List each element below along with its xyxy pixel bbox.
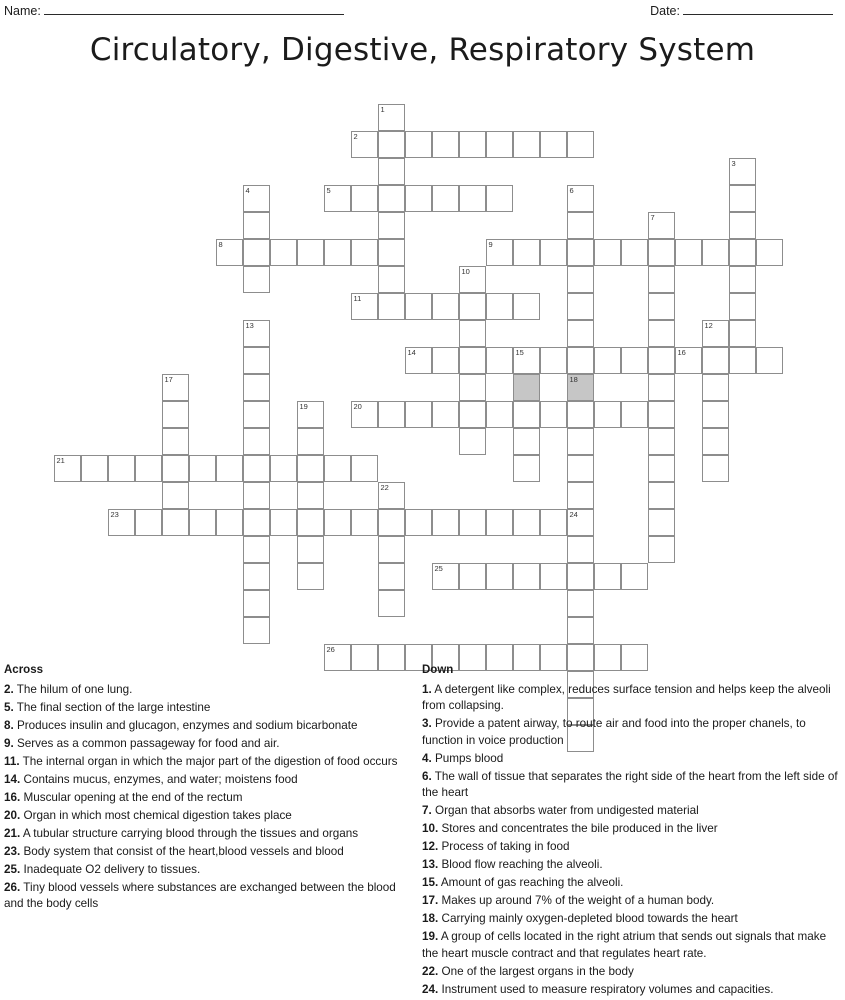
crossword-cell[interactable] — [648, 347, 675, 374]
crossword-cell[interactable] — [540, 347, 567, 374]
down-clue-item — [422, 839, 838, 856]
crossword-cell[interactable] — [567, 293, 594, 320]
crossword-cell[interactable] — [243, 617, 270, 644]
crossword-cell[interactable] — [648, 293, 675, 320]
crossword-cell[interactable] — [162, 509, 189, 536]
across-clue-item — [4, 862, 416, 879]
crossword-cell[interactable] — [540, 131, 567, 158]
crossword-cell[interactable] — [351, 131, 378, 158]
crossword-cell[interactable] — [567, 266, 594, 293]
crossword-cell[interactable] — [243, 401, 270, 428]
crossword-cell[interactable] — [405, 401, 432, 428]
crossword-cell[interactable] — [567, 617, 594, 644]
crossword-cell[interactable] — [243, 347, 270, 374]
across-clue-item — [4, 736, 416, 753]
crossword-cell[interactable] — [594, 563, 621, 590]
crossword-cell[interactable] — [594, 347, 621, 374]
crossword-cell[interactable] — [567, 401, 594, 428]
crossword-cell[interactable] — [216, 455, 243, 482]
clue-text: Organ in which most chemical digestion takes place — [20, 808, 292, 822]
down-clue-list — [422, 682, 838, 999]
crossword-cell[interactable] — [378, 509, 405, 536]
across-clue-item — [4, 826, 416, 843]
crossword-cell[interactable] — [270, 239, 297, 266]
crossword-cell[interactable] — [405, 509, 432, 536]
crossword-cell[interactable] — [567, 455, 594, 482]
crossword-cell[interactable] — [648, 428, 675, 455]
crossword-cell[interactable] — [675, 347, 702, 374]
crossword-cell[interactable] — [648, 239, 675, 266]
crossword-cell[interactable] — [729, 158, 756, 185]
crossword-cell[interactable] — [594, 401, 621, 428]
cell-number: 2 — [353, 132, 358, 141]
cell-number: 4 — [245, 186, 250, 195]
clue-text: A tubular structure carrying blood through the tissues and organs — [20, 826, 359, 840]
crossword-cell[interactable] — [540, 509, 567, 536]
cell-number: 25 — [434, 564, 443, 573]
crossword-cell[interactable] — [351, 401, 378, 428]
crossword-cell[interactable] — [567, 563, 594, 590]
across-clue-item — [4, 718, 416, 735]
crossword-cell[interactable] — [243, 212, 270, 239]
clue-number: 7. — [422, 804, 432, 817]
cell-number: 19 — [299, 402, 308, 411]
clue-text: Serves as a common passageway for food and air. — [13, 736, 280, 750]
down-clue-item — [422, 821, 838, 838]
clue-text: One of the largest organs in the body — [438, 964, 634, 978]
crossword-cell[interactable] — [297, 509, 324, 536]
crossword-cell[interactable] — [486, 293, 513, 320]
cell-number: 18 — [569, 375, 578, 384]
crossword-cell[interactable] — [513, 509, 540, 536]
down-clues-column — [422, 662, 844, 1000]
crossword-cell[interactable] — [486, 131, 513, 158]
clue-number: 10. — [422, 822, 439, 835]
crossword-cell[interactable] — [513, 374, 540, 401]
crossword-cell[interactable] — [567, 590, 594, 617]
down-clue-item — [422, 982, 838, 999]
crossword-cell[interactable] — [459, 131, 486, 158]
crossword-cell[interactable] — [567, 347, 594, 374]
clue-text: The internal organ in which the major part of the digestion of food occurs — [19, 754, 398, 768]
cell-number: 3 — [731, 159, 736, 168]
cell-number: 14 — [407, 348, 416, 357]
crossword-cell[interactable] — [648, 455, 675, 482]
crossword-cell[interactable] — [351, 455, 378, 482]
clue-number: 3. — [422, 717, 432, 730]
crossword-cell[interactable] — [729, 185, 756, 212]
crossword-cell[interactable] — [702, 374, 729, 401]
down-clue-item — [422, 893, 838, 910]
crossword-cell[interactable] — [459, 266, 486, 293]
crossword-cell[interactable] — [486, 185, 513, 212]
crossword-cell[interactable] — [648, 266, 675, 293]
clue-number: 21. — [4, 826, 21, 840]
crossword-cell[interactable] — [378, 212, 405, 239]
cell-number: 1 — [380, 105, 385, 114]
crossword-cell[interactable] — [702, 455, 729, 482]
date-write-line[interactable] — [683, 4, 833, 15]
crossword-cell[interactable] — [702, 347, 729, 374]
clue-text: Amount of gas reaching the alveoli. — [438, 876, 624, 889]
crossword-cell[interactable] — [432, 293, 459, 320]
cell-number: 22 — [380, 483, 389, 492]
clue-number: 19. — [422, 930, 439, 943]
name-label: Name: — [4, 4, 41, 18]
crossword-cell[interactable] — [567, 320, 594, 347]
clue-number: 23. — [4, 844, 21, 858]
clue-number: 24. — [422, 982, 439, 996]
crossword-cell[interactable] — [351, 239, 378, 266]
crossword-cell[interactable] — [648, 509, 675, 536]
clue-text: Carrying mainly oxygen-depleted blood towards the heart — [438, 912, 738, 925]
clue-text: Process of taking in food — [438, 840, 570, 853]
clue-number: 22. — [422, 964, 439, 978]
crossword-cell[interactable] — [567, 185, 594, 212]
clue-number: 26. — [4, 880, 21, 894]
crossword-cell[interactable] — [162, 428, 189, 455]
crossword-cell[interactable] — [270, 455, 297, 482]
crossword-cell[interactable] — [351, 509, 378, 536]
down-clue-item — [422, 769, 838, 802]
crossword-cell[interactable] — [216, 239, 243, 266]
clue-number: 13. — [422, 858, 439, 871]
down-clue-item — [422, 751, 838, 768]
clue-text: The hilum of one lung. — [13, 682, 133, 696]
crossword-cell[interactable] — [459, 428, 486, 455]
clue-text: A group of cells located in the right atrium that sends out signals that make the heart muscle contract and that regulates heart rate. — [422, 930, 827, 960]
cell-number: 13 — [245, 321, 254, 330]
crossword-cell[interactable] — [432, 185, 459, 212]
crossword-cell[interactable] — [405, 293, 432, 320]
crossword-cell[interactable] — [432, 347, 459, 374]
crossword-cell[interactable] — [243, 482, 270, 509]
clue-number: 11. — [4, 754, 20, 768]
crossword-cell[interactable] — [729, 212, 756, 239]
crossword-cell[interactable] — [297, 536, 324, 563]
crossword-cell[interactable] — [594, 239, 621, 266]
crossword-cell[interactable] — [621, 563, 648, 590]
crossword-cell[interactable] — [459, 347, 486, 374]
clue-number: 1. — [422, 682, 432, 696]
clue-number: 20. — [4, 808, 21, 822]
clue-number: 15. — [422, 876, 439, 889]
crossword-cell[interactable] — [729, 320, 756, 347]
clue-text: Makes up around 7% of the weight of a human body. — [438, 894, 715, 907]
clue-number: 8. — [4, 718, 14, 732]
clue-text: Stores and concentrates the bile produced in the liver — [438, 822, 718, 835]
across-clue-item — [4, 754, 416, 771]
clue-number: 25. — [4, 862, 21, 876]
crossword-cell[interactable] — [216, 509, 243, 536]
clue-number: 18. — [422, 912, 439, 925]
down-heading: Down — [422, 664, 454, 676]
clue-text: Muscular opening at the end of the rectum — [20, 790, 243, 804]
crossword-cell[interactable] — [378, 104, 405, 131]
date-field-group — [650, 4, 837, 18]
crossword-cell[interactable] — [243, 590, 270, 617]
clue-number: 2. — [4, 682, 14, 696]
crossword-cell[interactable] — [621, 239, 648, 266]
crossword-cell[interactable] — [135, 509, 162, 536]
cell-number: 17 — [164, 375, 173, 384]
crossword-cell[interactable] — [513, 428, 540, 455]
crossword-cell[interactable] — [243, 455, 270, 482]
crossword-cell[interactable] — [486, 239, 513, 266]
crossword-cell[interactable] — [756, 239, 783, 266]
down-clue-item — [422, 857, 838, 874]
crossword-cell[interactable] — [297, 563, 324, 590]
across-clue-item — [4, 772, 416, 789]
crossword-cell[interactable] — [648, 320, 675, 347]
clue-text: Blood flow reaching the alveoli. — [438, 858, 603, 871]
crossword-cell[interactable] — [702, 428, 729, 455]
crossword-cell[interactable] — [297, 455, 324, 482]
crossword-cell[interactable] — [513, 401, 540, 428]
crossword-cell[interactable] — [513, 347, 540, 374]
crossword-cell[interactable] — [648, 374, 675, 401]
clue-text: The wall of tissue that separates the right side of the heart from the left side of the heart — [422, 769, 838, 799]
down-clue-item — [422, 929, 838, 962]
across-clue-item — [4, 844, 416, 861]
crossword-cell[interactable] — [108, 455, 135, 482]
down-clue-item — [422, 803, 838, 820]
crossword-cell[interactable] — [567, 509, 594, 536]
crossword-cell[interactable] — [378, 185, 405, 212]
across-heading: Across — [4, 664, 43, 676]
crossword-cell[interactable] — [297, 482, 324, 509]
cell-number: 16 — [677, 348, 686, 357]
crossword-cell[interactable] — [513, 131, 540, 158]
crossword-cell[interactable] — [135, 455, 162, 482]
crossword-cell[interactable] — [189, 509, 216, 536]
crossword-cell[interactable] — [567, 131, 594, 158]
crossword-cell[interactable] — [243, 185, 270, 212]
crossword-cell[interactable] — [729, 347, 756, 374]
clue-text: Tiny blood vessels where substances are exchanged between the blood and the body cells — [4, 880, 396, 910]
across-clues-column — [0, 662, 422, 1000]
clue-number: 16. — [4, 790, 21, 804]
clue-text: Instrument used to measure respiratory volumes and capacities. — [438, 982, 774, 996]
crossword-cell[interactable] — [378, 266, 405, 293]
crossword-cell[interactable] — [54, 455, 81, 482]
down-clue-item — [422, 964, 838, 981]
name-write-line[interactable] — [44, 4, 344, 15]
crossword-cell[interactable] — [108, 509, 135, 536]
crossword-cell[interactable] — [513, 563, 540, 590]
crossword-cell[interactable] — [351, 293, 378, 320]
clue-number: 12. — [422, 840, 439, 853]
cell-number: 12 — [704, 321, 713, 330]
across-clue-item — [4, 808, 416, 825]
crossword-cell[interactable] — [648, 212, 675, 239]
cell-number: 24 — [569, 510, 578, 519]
crossword-cell[interactable] — [378, 482, 405, 509]
crossword-cell[interactable] — [378, 158, 405, 185]
crossword-cell[interactable] — [540, 563, 567, 590]
crossword-cell[interactable] — [405, 131, 432, 158]
crossword-cell[interactable] — [432, 401, 459, 428]
crossword-cell[interactable] — [405, 185, 432, 212]
crossword-cell[interactable] — [324, 509, 351, 536]
crossword-cell[interactable] — [324, 455, 351, 482]
cell-number: 5 — [326, 186, 331, 195]
clue-text: Provide a patent airway, to route air and food into the proper chanels, to function in voice production — [422, 717, 806, 747]
date-label: Date: — [650, 4, 680, 18]
crossword-cell[interactable] — [324, 185, 351, 212]
down-clue-item — [422, 682, 838, 715]
crossword-cell[interactable] — [378, 131, 405, 158]
clue-text: Inadequate O2 delivery to tissues. — [20, 862, 201, 876]
clue-text: Contains mucus, enzymes, and water; moistens food — [20, 772, 298, 786]
crossword-cell[interactable] — [243, 266, 270, 293]
crossword-cell[interactable] — [243, 374, 270, 401]
across-clue-item — [4, 880, 416, 913]
clue-number: 5. — [4, 700, 14, 714]
cell-number: 23 — [110, 510, 119, 519]
page-title: Circulatory, Digestive, Respiratory System — [89, 32, 756, 68]
cell-number: 7 — [650, 213, 655, 222]
clue-text: Pumps blood — [431, 751, 504, 765]
clue-number: 17. — [422, 894, 439, 907]
name-field-group — [4, 4, 344, 18]
crossword-cell[interactable] — [729, 293, 756, 320]
down-clue-item — [422, 875, 838, 892]
crossword-cell[interactable] — [459, 374, 486, 401]
crossword-cell[interactable] — [270, 509, 297, 536]
crossword-cell[interactable] — [378, 590, 405, 617]
crossword-cell[interactable] — [567, 428, 594, 455]
crossword-cell[interactable] — [459, 293, 486, 320]
crossword-cell[interactable] — [702, 239, 729, 266]
crossword-cell[interactable] — [378, 563, 405, 590]
cell-number: 21 — [56, 456, 65, 465]
crossword-cell[interactable] — [162, 374, 189, 401]
clue-number: 4. — [422, 751, 432, 765]
name-date-row — [0, 0, 845, 18]
crossword-cell[interactable] — [729, 266, 756, 293]
crossword-cell[interactable] — [675, 239, 702, 266]
crossword-cell[interactable] — [540, 239, 567, 266]
crossword-cell[interactable] — [648, 536, 675, 563]
crossword-cell[interactable] — [756, 347, 783, 374]
crossword-cell[interactable] — [459, 509, 486, 536]
crossword-cell[interactable] — [243, 563, 270, 590]
clue-text: A detergent like complex, reduces surface tension and helps keep the alveoli from collapsing. — [422, 682, 831, 712]
cell-number: 6 — [569, 186, 574, 195]
clue-text: Produces insulin and glucagon, enzymes and sodium bicarbonate — [13, 718, 358, 732]
crossword-cell[interactable] — [540, 401, 567, 428]
crossword-cell[interactable] — [621, 401, 648, 428]
crossword-cell[interactable] — [459, 320, 486, 347]
crossword-cell[interactable] — [243, 536, 270, 563]
crossword-cell[interactable] — [432, 563, 459, 590]
crossword-cell[interactable] — [567, 212, 594, 239]
crossword-cell[interactable] — [459, 401, 486, 428]
clues-section — [0, 662, 845, 1000]
crossword-cell[interactable] — [459, 563, 486, 590]
crossword-cell[interactable] — [81, 455, 108, 482]
crossword-cell[interactable] — [243, 509, 270, 536]
crossword-cell[interactable] — [432, 509, 459, 536]
clue-text: The final section of the large intestine — [13, 700, 211, 714]
cell-number: 20 — [353, 402, 362, 411]
across-clue-item — [4, 700, 416, 717]
crossword-cell[interactable] — [567, 239, 594, 266]
crossword-cell[interactable] — [486, 347, 513, 374]
cell-number: 26 — [326, 645, 335, 654]
across-clue-item — [4, 790, 416, 807]
crossword-cell[interactable] — [648, 482, 675, 509]
crossword-cell[interactable] — [324, 239, 351, 266]
crossword-cell[interactable] — [405, 347, 432, 374]
crossword-cell[interactable] — [432, 131, 459, 158]
clue-number: 14. — [4, 772, 21, 786]
crossword-cell[interactable] — [378, 401, 405, 428]
crossword-cell[interactable] — [351, 185, 378, 212]
cell-number: 11 — [353, 294, 362, 303]
crossword-cell[interactable] — [459, 185, 486, 212]
down-clue-item — [422, 716, 838, 749]
crossword-grid[interactable] — [0, 104, 845, 652]
clue-number: 6. — [422, 769, 432, 783]
crossword-cell[interactable] — [729, 239, 756, 266]
cell-number: 10 — [461, 267, 470, 276]
across-clue-list — [4, 682, 416, 913]
clue-number: 9. — [4, 736, 14, 750]
crossword-cell[interactable] — [621, 347, 648, 374]
crossword-cell[interactable] — [378, 293, 405, 320]
across-clue-item — [4, 682, 416, 699]
crossword-cell[interactable] — [702, 401, 729, 428]
crossword-cell[interactable] — [567, 374, 594, 401]
crossword-cell[interactable] — [513, 293, 540, 320]
crossword-cell[interactable] — [162, 455, 189, 482]
cell-number: 8 — [218, 240, 223, 249]
crossword-cell[interactable] — [162, 482, 189, 509]
down-clue-item — [422, 911, 838, 928]
crossword-cell[interactable] — [162, 401, 189, 428]
crossword-cell[interactable] — [297, 428, 324, 455]
cell-number: 9 — [488, 240, 493, 249]
crossword-cell[interactable] — [297, 401, 324, 428]
crossword-cell[interactable] — [486, 563, 513, 590]
crossword-cell[interactable] — [702, 320, 729, 347]
crossword-cell[interactable] — [297, 239, 324, 266]
crossword-cell[interactable] — [513, 239, 540, 266]
crossword-cell[interactable] — [567, 482, 594, 509]
clue-text: Organ that absorbs water from undigested material — [431, 804, 699, 817]
crossword-cell[interactable] — [189, 455, 216, 482]
crossword-cell[interactable] — [486, 509, 513, 536]
crossword-cell[interactable] — [378, 239, 405, 266]
crossword-cell[interactable] — [513, 455, 540, 482]
crossword-cell[interactable] — [243, 239, 270, 266]
clue-text: Body system that consist of the heart,blood vessels and blood — [20, 844, 344, 858]
crossword-cell[interactable] — [567, 536, 594, 563]
crossword-cell[interactable] — [243, 428, 270, 455]
crossword-cell[interactable] — [486, 401, 513, 428]
crossword-cell[interactable] — [648, 401, 675, 428]
crossword-cell[interactable] — [243, 320, 270, 347]
cell-number: 15 — [515, 348, 524, 357]
crossword-cell[interactable] — [378, 536, 405, 563]
